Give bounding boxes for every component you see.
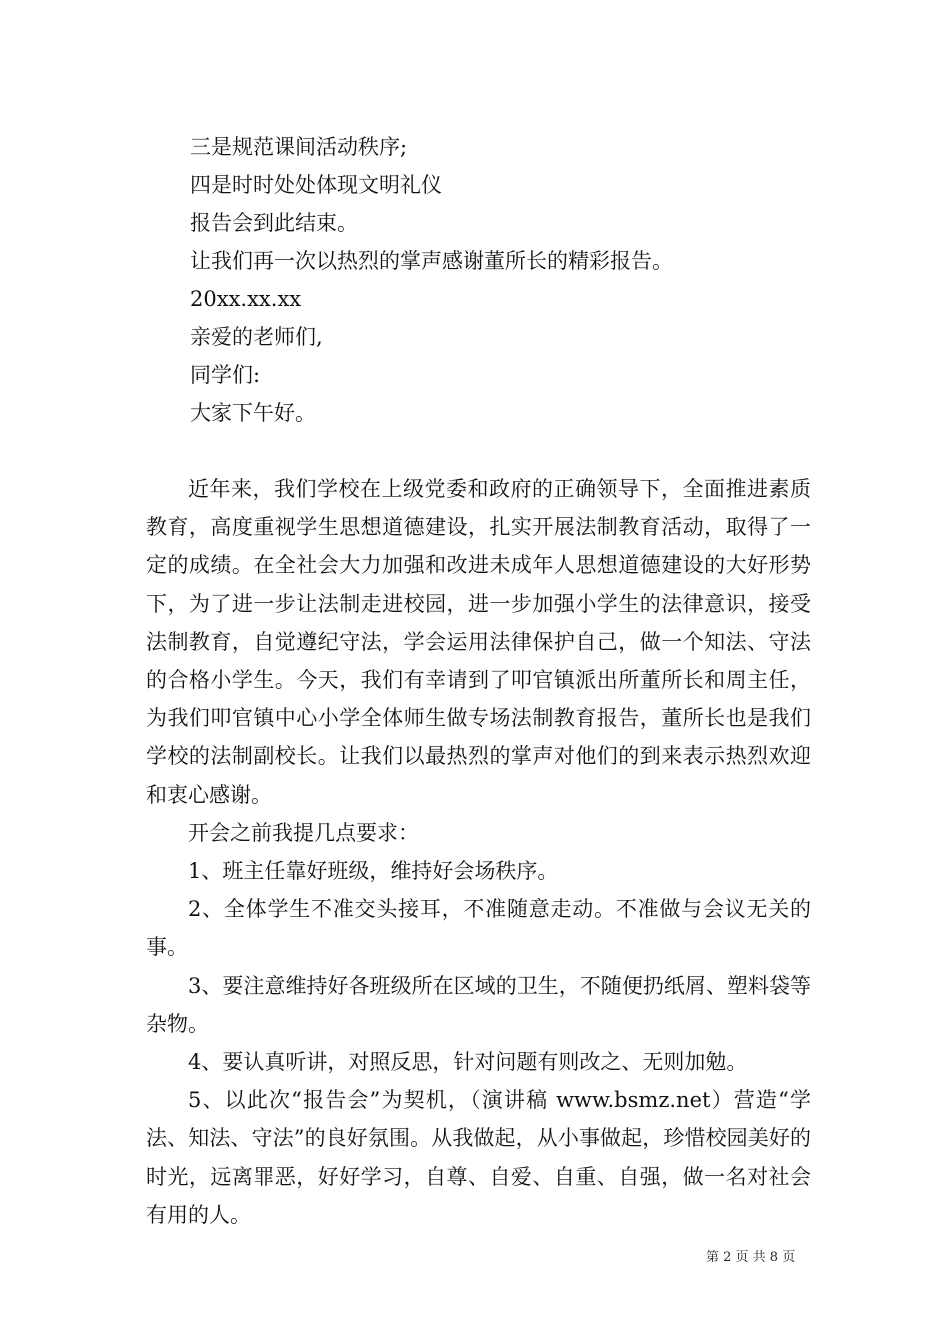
requirement-item: 1、班主任靠好班级，维持好会场秩序。	[188, 859, 559, 884]
text-line: 报告会到此结束。	[190, 211, 358, 235]
salutation-line: 同学们:	[190, 363, 261, 387]
requirement-item: 5、以此次“报告会”为契机，（演讲稿 www.bsmz.net）营造“学法、知法、守法”的良好氛围。从我做起，从小事做起，珍惜校园美好的时光，远离罪恶，好好学习，自尊、自爱、自重、自强，做一名对社会有用的人。	[146, 1088, 811, 1227]
requirement-item: 3、要注意维持好各班级所在区域的卫生，不随便扔纸屑、塑料袋等杂物。	[146, 973, 811, 1036]
speech-body	[146, 470, 811, 1234]
text-line: 三是规范课间活动秩序;	[190, 135, 408, 159]
requirement-item: 4、要认真听讲，对照反思，针对问题有则改之、无则加勉。	[188, 1050, 748, 1075]
date-line: 20xx.xx.xx	[190, 287, 302, 311]
text-line: 让我们再一次以热烈的掌声感谢董所长的精彩报告。	[190, 249, 673, 273]
requirement-item: 2、全体学生不准交头接耳，不准随意走动。不准做与会议无关的事。	[146, 897, 811, 960]
greeting-line: 大家下午好。	[190, 401, 316, 425]
salutation-line: 亲爱的老师们,	[190, 325, 323, 349]
requirements-heading: 开会之前我提几点要求：	[188, 820, 419, 845]
opening-lines	[190, 128, 830, 432]
page-number: 第 2 页 共 8 页	[706, 1250, 796, 1265]
intro-paragraph: 近年来，我们学校在上级党委和政府的正确领导下，全面推进素质教育，高度重视学生思想道德建设，扎实开展法制教育活动，取得了一定的成绩。在全社会大力加强和改进未成年人思想道德建设的大好形势下，为了进一步让法制走进校园，进一步加强小学生的法律意识，接受法制教育，自觉遵纪守法，学会运用法律保护自己，做一个知法、守法的合格小学生。今天，我们有幸请到了叩官镇派出所董所长和周主任，为我们叩官镇中心小学全体师生做专场法制教育报告，董所长也是我们学校的法制副校长。让我们以最热烈的掌声对他们的到来表示热烈欢迎和衷心感谢。	[146, 477, 811, 807]
text-line: 四是时时处处体现文明礼仪	[190, 173, 442, 197]
